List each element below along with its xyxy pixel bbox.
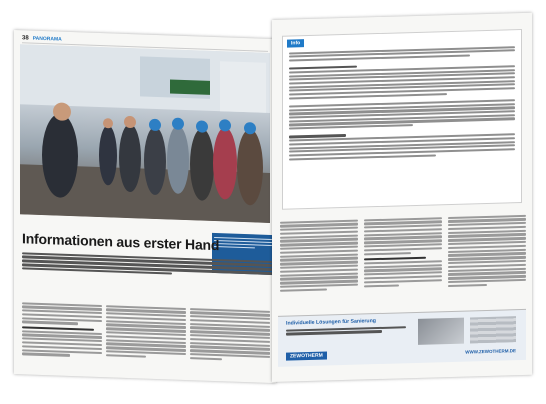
ad-product-image	[470, 316, 516, 343]
page-number: 38	[22, 35, 29, 42]
section-label: PANORAMA	[32, 35, 62, 43]
body-column-2	[106, 303, 186, 360]
ad-title: Individuelle Lösungen für Sanierung	[286, 318, 376, 327]
left-page	[14, 30, 276, 383]
sidebar-text	[289, 44, 515, 162]
right-column-3	[448, 213, 526, 289]
info-sidebar	[282, 29, 522, 210]
right-column-1	[280, 218, 358, 294]
body-column-1	[22, 300, 102, 359]
photo-illustration	[20, 44, 270, 223]
sidebar-tab: Info	[287, 39, 304, 47]
trade-fair-photo	[20, 44, 270, 223]
right-page	[272, 13, 532, 382]
ad-url: WWW.ZEWOTHERM.DE	[465, 348, 516, 355]
ad-product-image	[418, 318, 464, 345]
ad-logo: ZEWOTHERM	[286, 351, 327, 360]
advertisement-banner	[278, 309, 526, 367]
body-column-3	[190, 306, 270, 363]
right-column-2	[364, 215, 442, 289]
article-headline: Informationen aus erster Hand	[22, 230, 220, 254]
ad-subtext	[286, 324, 406, 336]
